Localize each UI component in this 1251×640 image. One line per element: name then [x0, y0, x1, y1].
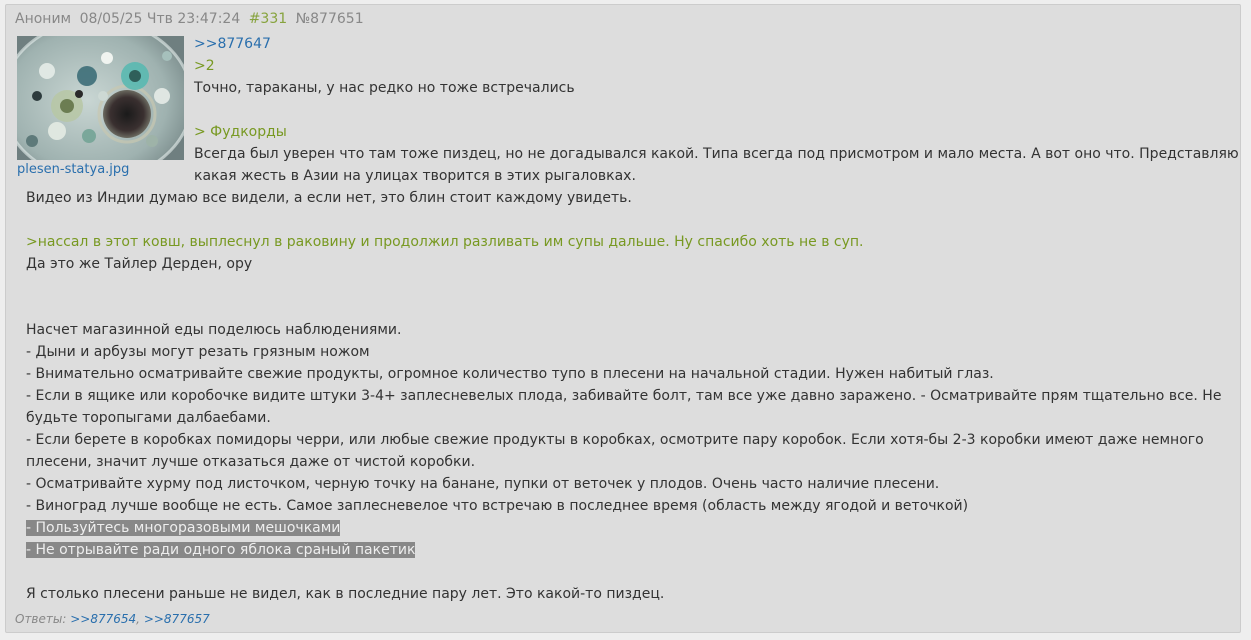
file-name-link[interactable]: plesen-statya.jpg	[17, 162, 130, 177]
comment-line: Я столько плесени раньше не видел, как в последние пару лет. Это какой-то пиздец.	[26, 586, 665, 602]
spoiler-text[interactable]: - Не отрывайте ради одного яблока сраный пакетик	[26, 542, 416, 558]
post-number[interactable]: #331	[248, 11, 288, 27]
quote-text: > Фудкорды	[194, 124, 287, 140]
comment-line: Всегда был уверен что там тоже пиздец, но не догадывался какой. Типа всегда под присмотром и мало места. А вот оно что. Представляю	[194, 146, 1239, 162]
comment-line: - Если в ящике или коробочке видите штуки 3-4+ заплесневелых плода, забивайте болт, там все уже давно заражено. - Осматривайте прям тщательно все. Не	[26, 388, 1222, 404]
mold-petri-dish-image	[17, 36, 184, 160]
post-header	[15, 11, 368, 27]
post-id[interactable]: №877651	[295, 11, 364, 27]
post	[5, 4, 1241, 633]
comment-line: Точно, тараканы, у нас редко но тоже встречались	[194, 80, 575, 96]
quote-text: >нассал в этот ковш, выплеснул в раковину и продолжил разливать им супы дальше. Ну спасибо хоть не в суп.	[26, 234, 864, 250]
comment-line: Насчет магазинной еды поделюсь наблюдениями.	[26, 322, 402, 338]
spoiler-line[interactable]	[26, 517, 340, 539]
answers-label: Ответы:	[15, 612, 67, 626]
comment-line: Видео из Индии думаю все видели, а если нет, это блин стоит каждому увидеть.	[26, 190, 632, 206]
answers-separator: ,	[136, 612, 140, 626]
comment-line: - Если берете в коробках помидоры черри, или любые свежие продукты в коробках, осмотрите пару коробок. Если хотя-бы 2-3 коробки имеют даже немного	[26, 432, 1204, 448]
spoiler-text[interactable]: - Пользуйтесь многоразовыми мешочками	[26, 520, 341, 536]
comment-line: плесени, значит лучше отказаться даже от чистой коробки.	[26, 454, 476, 470]
comment-line: Да это же Тайлер Дерден, ору	[26, 256, 253, 272]
answer-link[interactable]: >>877657	[143, 612, 210, 626]
comment-line: - Внимательно осматривайте свежие продукты, огромное количество тупо в плесени на начальной стадии. Нужен набитый глаз.	[26, 366, 994, 382]
reply-link[interactable]: >>877647	[194, 36, 271, 52]
comment-line: - Дыни и арбузы могут резать грязным ножом	[26, 344, 370, 360]
comment-line: - Виноград лучше вообще не есть. Самое заплесневелое что встречаю в последнее время (область между ягодой и веточкой)	[26, 498, 969, 514]
post-author: Аноним	[15, 11, 72, 27]
post-answers	[15, 612, 210, 626]
comment-line: какая жесть в Азии на улицах творится в этих рыгаловках.	[194, 168, 636, 184]
post-date: 08/05/25 Чтв 23:47:24	[79, 11, 241, 27]
comment-line: будьте торопыгами далбаебами.	[26, 410, 271, 426]
post-thumbnail[interactable]	[17, 36, 184, 160]
spoiler-line[interactable]	[26, 539, 415, 561]
answer-link[interactable]: >>877654	[70, 612, 137, 626]
comment-line: - Осматривайте хурму под листочком, черную точку на банане, пупки от веточек у плодов. Очень часто наличие плесени.	[26, 476, 940, 492]
quote-text: >2	[194, 58, 215, 74]
